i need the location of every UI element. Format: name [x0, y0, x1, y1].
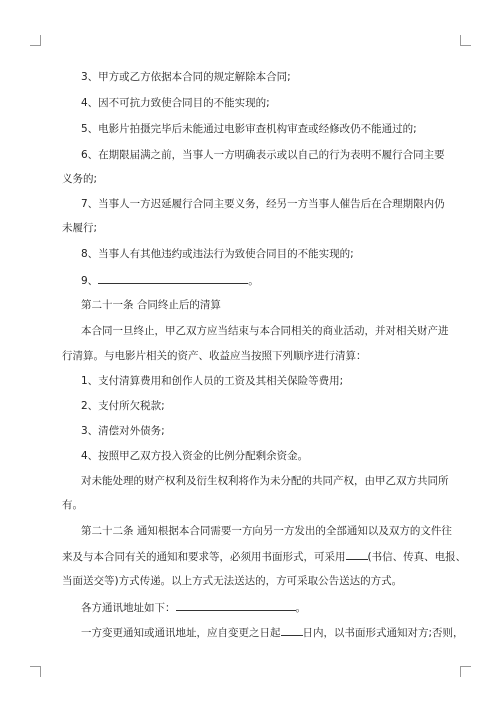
article-22-line3: 当面送交等)方式传递。以上方式无法送达的，方可采取公告送达的方式。 [62, 575, 403, 587]
article-22-line2 [62, 549, 467, 564]
days-blank [281, 625, 303, 636]
article-21-para-line2: 行清算。与电影片相关的资产、收益应当按照下列顺序进行清算： [62, 350, 367, 362]
settlement-item-2: 2、支付所欠税款; [81, 400, 165, 412]
article-22-line1: 第二十二条 通知根据本合同需要一方向另一方发出的全部通知以及双方的文件往 [81, 525, 452, 537]
settlement-item-1: 1、支付清算费用和创作人员的工资及其相关保险等费用; [81, 375, 344, 387]
item-9-blank [98, 273, 248, 284]
article-21-para-line1: 本合同一旦终止，甲乙双方应当结束与本合同相关的商业活动，并对相关财产进 [81, 325, 449, 337]
clause-item-7-line1: 7、当事人一方迟延履行合同主要义务，经另一方当事人催告后在合理期限内仍 [81, 198, 445, 210]
clause-item-3: 3、甲方或乙方依据本合同的规定解除本合同; [81, 71, 291, 83]
article-21-heading: 第二十一条 合同终止后的清算 [81, 299, 221, 311]
article-22-line2-tail: (书信、传真、电报、 [367, 551, 467, 563]
clause-item-8: 8、当事人有其他违约或违法行为致使合同目的不能实现的; [81, 248, 354, 260]
clause-item-7-line2: 未履行; [62, 222, 98, 234]
clause-item-5: 5、电影片拍摄完毕后未能通过电影审查机构审查或经修改仍不能通过的; [81, 123, 417, 135]
item-9-end: 。 [248, 275, 259, 287]
address-blank [176, 600, 296, 611]
crop-mark-bottom-left [30, 666, 41, 677]
crop-mark-top-right [460, 35, 471, 46]
settlement-item-4: 4、按照甲乙双方投入资金的比例分配剩余资金。 [81, 450, 309, 462]
clause-item-6-line1: 6、在期限届满之前，当事人一方明确表示或以自己的行为表明不履行合同主要 [81, 149, 445, 161]
article-22-line2-text: 来及与本合同有关的通知和要求等，必须用书面形式，可采用 [62, 551, 346, 563]
change-notice-text: 一方变更通知或通讯地址，应自变更之日起 [81, 627, 281, 639]
crop-mark-top-left [30, 35, 41, 46]
residual-rights-line1: 对未能处理的财产权利及衍生权利将作为未分配的共同产权，由甲乙双方共同所 [81, 475, 449, 487]
clause-item-4: 4、因不可抗力致使合同目的不能实现的; [81, 97, 270, 109]
address-end: 。 [295, 602, 306, 614]
clause-item-6-line2: 义务的; [62, 173, 98, 185]
notice-method-blank [346, 549, 368, 560]
address-label: 各方通讯地址如下： [81, 602, 176, 614]
address-line [81, 600, 471, 615]
item-9-prefix: 9、 [81, 275, 99, 287]
crop-mark-bottom-right [460, 666, 471, 677]
change-notice-tail: 日内，以书面形式通知对方;否则， [302, 627, 464, 639]
settlement-item-3: 3、清偿对外债务; [81, 425, 165, 437]
clause-item-9 [81, 273, 471, 288]
change-notice-line [81, 625, 471, 640]
residual-rights-line2: 有。 [62, 499, 83, 511]
